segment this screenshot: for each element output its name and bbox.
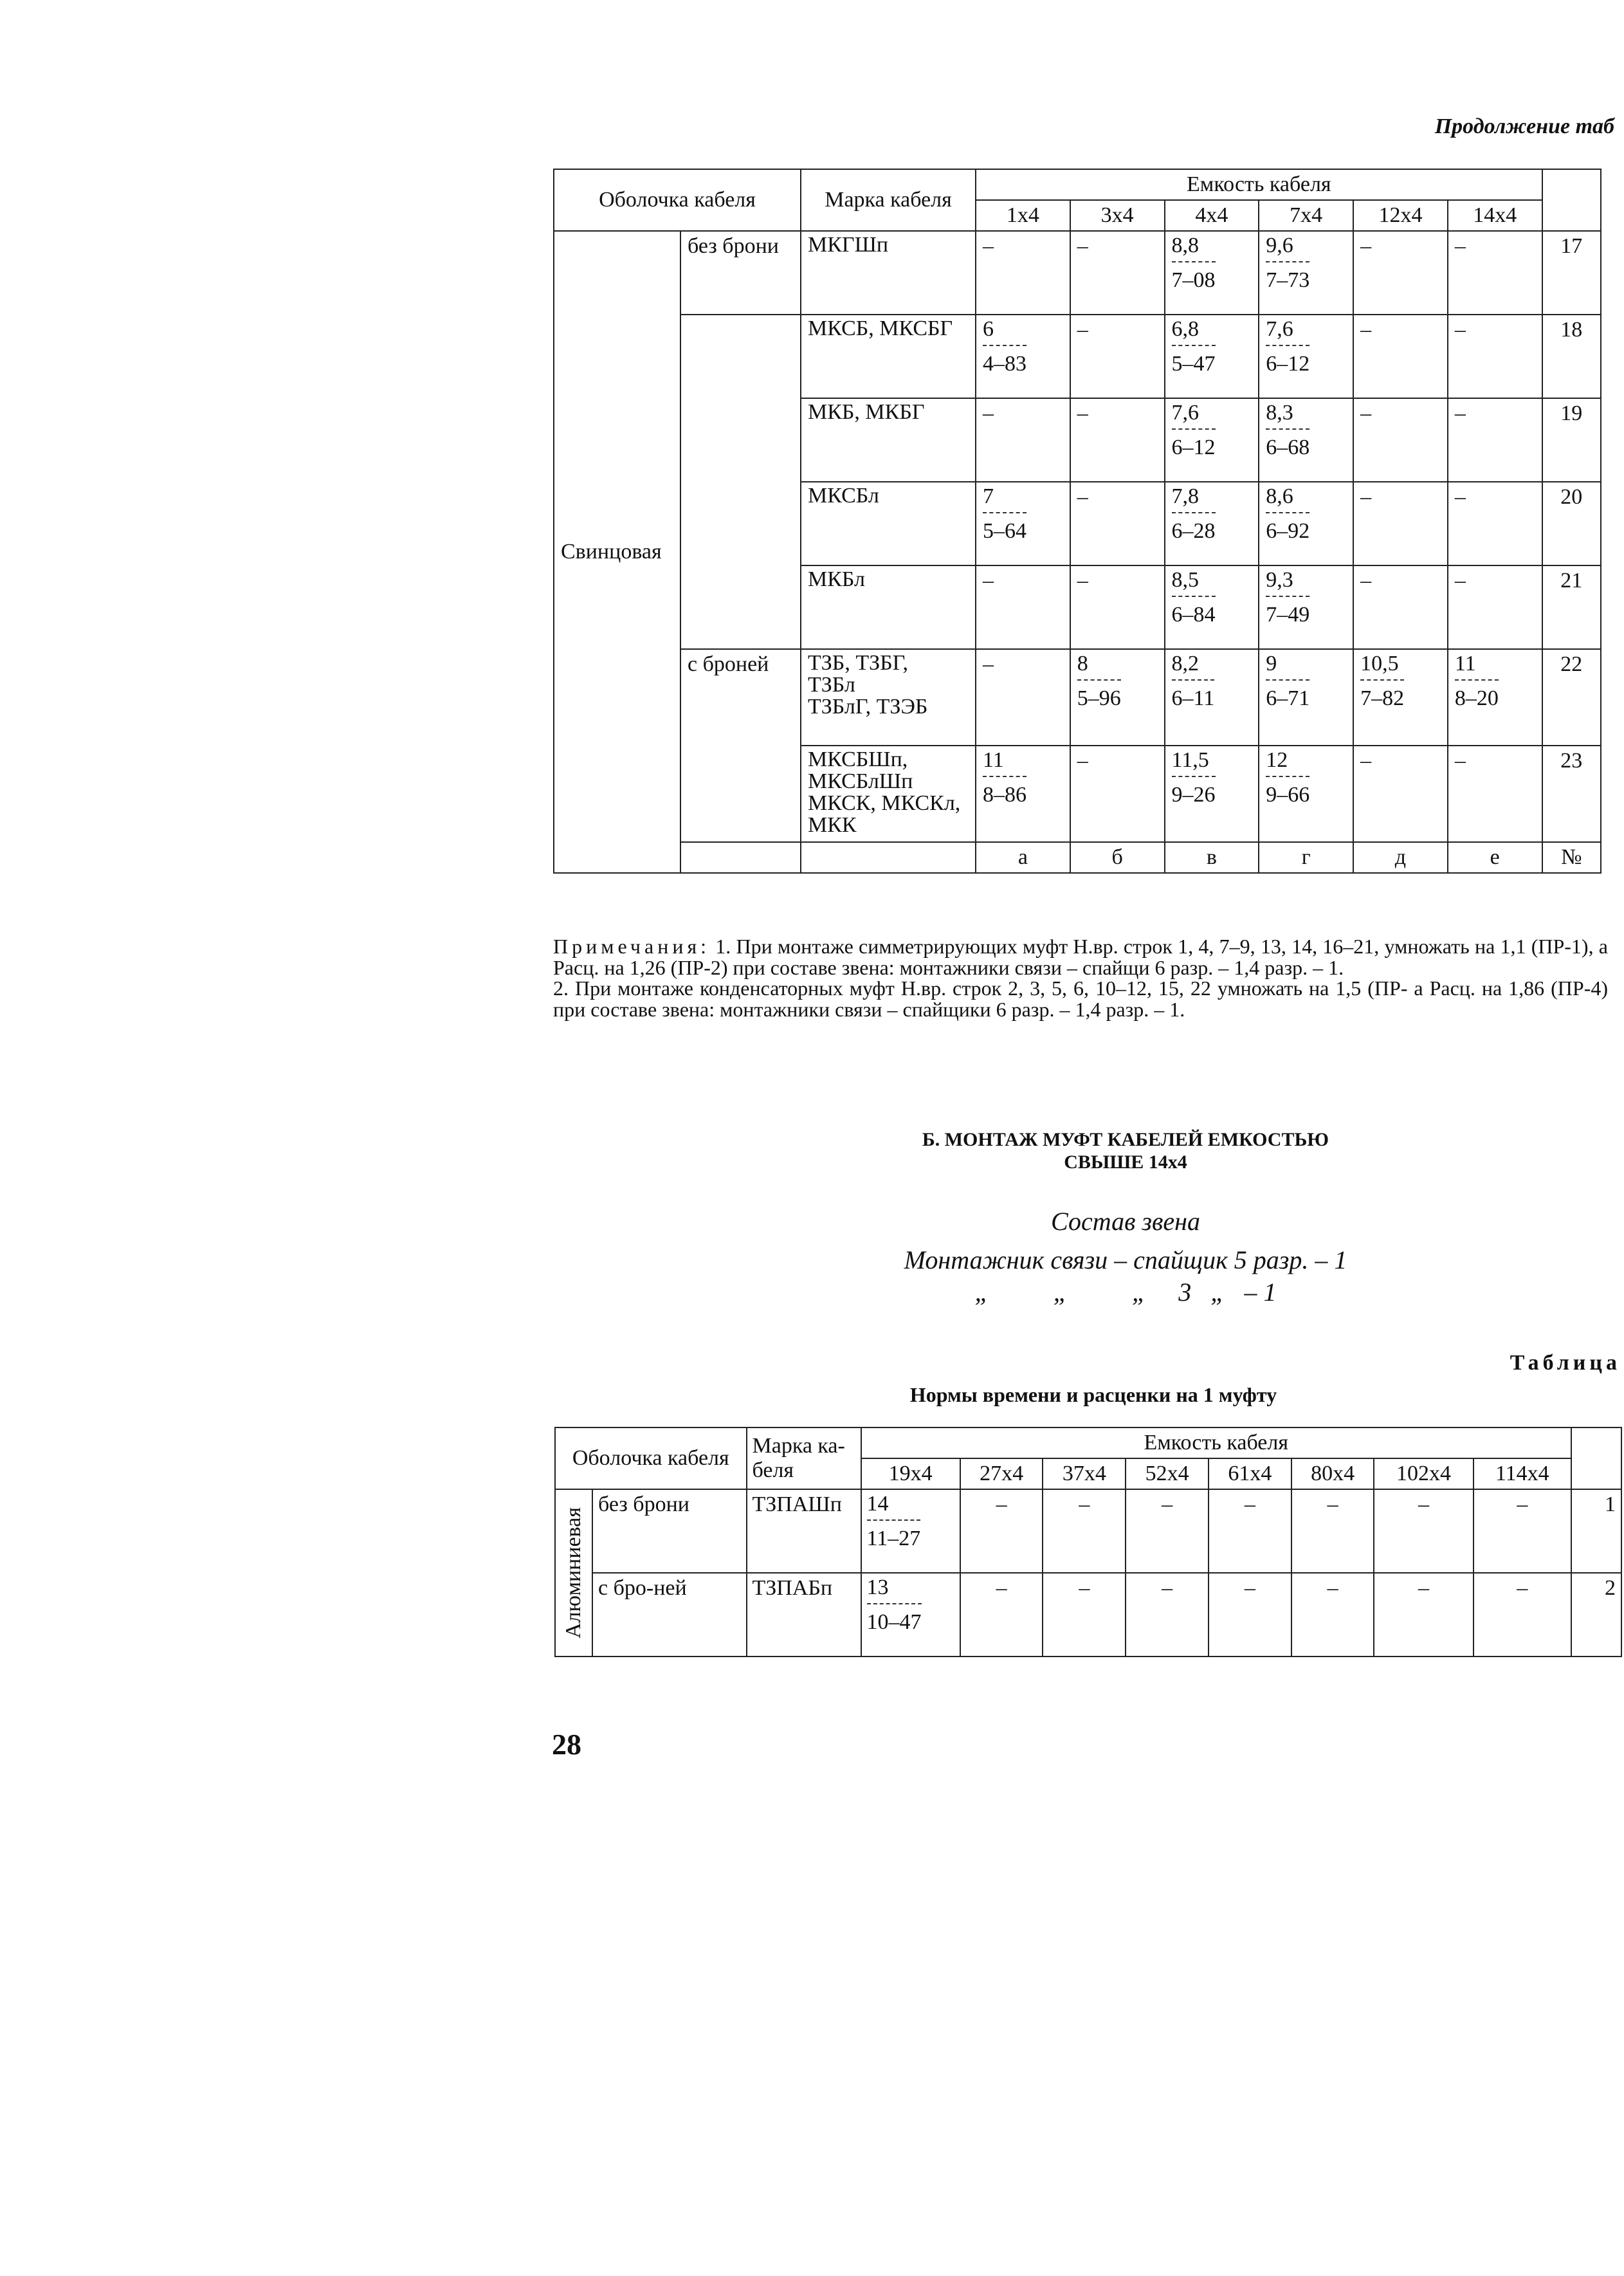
brand-cell: ТЗБ, ТЗБГ, ТЗБл ТЗБлГ, ТЗЭБ xyxy=(801,649,976,746)
fraction xyxy=(867,1576,922,1633)
time-norm: 8,5 xyxy=(1172,569,1216,597)
rate: 11–27 xyxy=(866,1526,921,1550)
rate: 8–20 xyxy=(1454,686,1499,710)
cell-value: – xyxy=(1360,485,1372,509)
value-cell: – xyxy=(1473,1573,1571,1657)
fraction xyxy=(1266,569,1309,626)
note-1: 1. При монтаже симметрирующих муфт Н.вр. строк 1, 4, 7–9, 13, 14, 16–21, умножать на 1,1 (ПР-1), а Расц. на 1,26 (ПР-2) при составе звена: монтажники связи – спайщи 6 разр. – 1,4 разр. – 1. xyxy=(553,935,1609,979)
time-norm: 13 xyxy=(867,1576,922,1604)
value-cell xyxy=(1259,482,1353,565)
continuation-title: Продолжение таб xyxy=(1434,115,1614,138)
value-cell: – xyxy=(1043,1489,1126,1573)
value-cell: – xyxy=(960,1573,1043,1657)
value-cell xyxy=(1353,649,1448,746)
cell-value: – xyxy=(1454,749,1466,773)
fraction xyxy=(1266,749,1309,806)
rate: 7–82 xyxy=(1360,686,1405,710)
value-cell xyxy=(1353,565,1448,649)
time-norm: 8 xyxy=(1077,652,1121,681)
fraction xyxy=(1360,652,1404,710)
fraction xyxy=(983,485,1026,542)
time-norm: 12 xyxy=(1266,749,1309,777)
header-capacity: Емкость кабеля xyxy=(976,169,1542,200)
value-cell xyxy=(976,649,1070,746)
header-cap-0: 19x4 xyxy=(861,1458,960,1489)
notes-label: Примечания: xyxy=(553,935,711,958)
cable-sleeve-table-a xyxy=(553,169,1601,874)
value-cell xyxy=(1353,231,1448,315)
column-letter: е xyxy=(1448,842,1542,873)
time-norm: 11 xyxy=(983,749,1026,777)
time-norm: 9 xyxy=(1266,652,1309,681)
cell-value: – xyxy=(983,652,994,676)
number-sign: № xyxy=(1542,842,1601,873)
cell-value: – xyxy=(1077,401,1088,425)
value-cell xyxy=(1448,482,1542,565)
fraction xyxy=(1172,749,1216,806)
cell-value: – xyxy=(1360,569,1372,592)
value-cell: – xyxy=(1291,1573,1374,1657)
crew-line-2: „ „ „ 3 „ – 1 xyxy=(974,1278,1277,1307)
value-cell xyxy=(1165,746,1259,842)
value-cell xyxy=(861,1489,960,1573)
note-2: 2. При монтаже конденсаторных муфт Н.вр. строк 2, 3, 5, 6, 10–12, 15, 22 умножать на 1,5 (ПР- а Расц. на 1,86 (ПР-4) при составе звена: монтажники связи – спайщики 6 разр. – 1,4 разр. – 1. xyxy=(553,977,1608,1021)
row-number: 17 xyxy=(1542,231,1601,315)
value-cell: – xyxy=(1473,1489,1571,1573)
value-cell xyxy=(1259,315,1353,398)
armor-cell: без брони xyxy=(592,1489,747,1573)
cell-value: – xyxy=(983,401,994,425)
cell-value: – xyxy=(1360,234,1372,258)
value-cell xyxy=(976,482,1070,565)
column-letter: б xyxy=(1070,842,1165,873)
value-cell xyxy=(1259,398,1353,482)
header-cap-0: 1x4 xyxy=(976,200,1070,231)
rate: 8–86 xyxy=(983,782,1026,807)
rate: 10–47 xyxy=(866,1610,922,1634)
cell-value: – xyxy=(983,569,994,592)
header-rownum xyxy=(1571,1427,1621,1489)
time-norm: 11,5 xyxy=(1172,749,1216,777)
value-cell xyxy=(1070,231,1165,315)
armor-cell: с броней xyxy=(680,649,801,842)
time-norm: 6 xyxy=(983,318,1026,346)
fraction xyxy=(1455,652,1499,710)
cell-value: – xyxy=(1077,749,1088,773)
crew-title: Состав звена xyxy=(1050,1207,1200,1236)
value-cell xyxy=(1165,315,1259,398)
header-cap-4: 61x4 xyxy=(1209,1458,1291,1489)
rate: 7–49 xyxy=(1266,602,1310,627)
value-cell xyxy=(1448,565,1542,649)
fraction xyxy=(1172,569,1216,626)
brand-cell: МКСБл xyxy=(801,482,976,565)
rate: 6–28 xyxy=(1171,519,1216,543)
cell-value: – xyxy=(1454,485,1466,509)
value-cell xyxy=(1165,398,1259,482)
row-number: 19 xyxy=(1542,398,1601,482)
value-cell xyxy=(1070,398,1165,482)
value-cell xyxy=(1353,398,1448,482)
value-cell xyxy=(976,315,1070,398)
value-cell xyxy=(1448,231,1542,315)
sheath-name: Алюминиевая xyxy=(561,1507,585,1638)
value-cell xyxy=(976,565,1070,649)
header-cap-1: 3x4 xyxy=(1070,200,1165,231)
value-cell xyxy=(1259,649,1353,746)
table-caption: Нормы времени и расценки на 1 муфту xyxy=(909,1383,1277,1406)
rate: 6–11 xyxy=(1171,686,1215,710)
value-cell xyxy=(1259,746,1353,842)
row-number: 20 xyxy=(1542,482,1601,565)
value-cell: – xyxy=(1209,1573,1291,1657)
page-number: 28 xyxy=(552,1728,581,1761)
rate: 6–84 xyxy=(1171,602,1216,627)
empty-cell xyxy=(801,842,976,873)
section-title-line-2: СВЫШЕ 14x4 xyxy=(1064,1151,1187,1173)
cell-value: – xyxy=(1077,485,1088,509)
value-cell xyxy=(1259,231,1353,315)
rate: 5–47 xyxy=(1171,351,1216,376)
rate: 6–71 xyxy=(1266,686,1310,710)
brand-cell: МКБл xyxy=(801,565,976,649)
value-cell: – xyxy=(1374,1489,1473,1573)
fraction xyxy=(1077,652,1121,710)
time-norm: 9,3 xyxy=(1266,569,1309,597)
value-cell xyxy=(1448,315,1542,398)
header-cap-6: 102x4 xyxy=(1374,1458,1473,1489)
cell-value: – xyxy=(1454,569,1466,592)
cell-value: – xyxy=(1077,318,1088,342)
value-cell xyxy=(1070,315,1165,398)
value-cell: – xyxy=(960,1489,1043,1573)
value-cell: – xyxy=(1126,1573,1209,1657)
column-letter: а xyxy=(976,842,1070,873)
fraction xyxy=(983,749,1026,806)
header-cap-4: 12x4 xyxy=(1353,200,1448,231)
value-cell: – xyxy=(1126,1489,1209,1573)
rate: 6–92 xyxy=(1266,519,1310,543)
cell-value: – xyxy=(1077,234,1088,258)
header-cap-3: 7x4 xyxy=(1259,200,1353,231)
header-sheath: Оболочка кабеля xyxy=(555,1427,747,1489)
fraction xyxy=(1172,318,1216,375)
header-sheath: Оболочка кабеля xyxy=(554,169,801,231)
cell-value: – xyxy=(1077,569,1088,592)
section-title-line-1: Б. МОНТАЖ МУФТ КАБЕЛЕЙ ЕМКОСТЬЮ xyxy=(922,1129,1329,1150)
table-label: Таблица xyxy=(1510,1351,1621,1375)
value-cell xyxy=(976,398,1070,482)
header-cap-3: 52x4 xyxy=(1126,1458,1209,1489)
table-row xyxy=(555,1573,1621,1657)
value-cell xyxy=(1070,482,1165,565)
time-norm: 6,8 xyxy=(1172,318,1216,346)
brand-cell: МКСБШп, МКСБлШп МКСК, МКСКл, МКК xyxy=(801,746,976,842)
row-number: 2 xyxy=(1571,1573,1621,1657)
column-letter: г xyxy=(1259,842,1353,873)
time-norm: 8,3 xyxy=(1266,401,1309,430)
value-cell xyxy=(1165,649,1259,746)
notes xyxy=(553,936,1608,1020)
table-row xyxy=(554,315,1601,398)
table-row xyxy=(554,649,1601,746)
section-title xyxy=(707,1129,1544,1173)
header-cap-5: 80x4 xyxy=(1291,1458,1374,1489)
cell-value: – xyxy=(1454,318,1466,342)
time-norm: 9,6 xyxy=(1266,234,1309,262)
rate: 7–73 xyxy=(1266,268,1310,292)
header-capacity: Емкость кабеля xyxy=(861,1427,1572,1458)
header-cap-5: 14x4 xyxy=(1448,200,1542,231)
table-row xyxy=(554,231,1601,315)
time-norm: 7,6 xyxy=(1172,401,1216,430)
cell-value: – xyxy=(1360,749,1372,773)
value-cell: – xyxy=(1291,1489,1374,1573)
value-cell xyxy=(1448,398,1542,482)
rate: 6–12 xyxy=(1171,435,1216,459)
header-brand: Марка ка-беля xyxy=(747,1427,861,1489)
time-norm: 10,5 xyxy=(1360,652,1404,681)
rate: 5–64 xyxy=(983,519,1026,543)
row-number: 23 xyxy=(1542,746,1601,842)
value-cell: – xyxy=(1043,1573,1126,1657)
time-norm: 7 xyxy=(983,485,1026,513)
value-cell xyxy=(976,231,1070,315)
fraction xyxy=(867,1492,921,1550)
value-cell: – xyxy=(1374,1573,1473,1657)
row-number: 18 xyxy=(1542,315,1601,398)
header-brand: Марка кабеля xyxy=(801,169,976,231)
column-letter: в xyxy=(1165,842,1259,873)
cable-sleeve-table-b xyxy=(554,1427,1622,1657)
fraction xyxy=(983,318,1026,375)
rate: 9–26 xyxy=(1171,782,1216,807)
fraction xyxy=(1172,234,1216,291)
header-rownum xyxy=(1542,169,1601,231)
row-number: 21 xyxy=(1542,565,1601,649)
time-norm: 11 xyxy=(1455,652,1499,681)
cell-value: – xyxy=(1360,318,1372,342)
rate: 6–12 xyxy=(1266,351,1310,376)
time-norm: 14 xyxy=(867,1492,921,1521)
brand-cell: ТЗПАШп xyxy=(747,1489,861,1573)
value-cell: – xyxy=(1209,1489,1291,1573)
brand-cell: МКСБ, МКСБГ xyxy=(801,315,976,398)
value-cell xyxy=(1259,565,1353,649)
empty-cell xyxy=(680,842,801,873)
value-cell xyxy=(1353,482,1448,565)
rate: 4–83 xyxy=(983,351,1026,376)
sheath-cell xyxy=(555,1489,592,1657)
value-cell xyxy=(976,746,1070,842)
time-norm: 7,6 xyxy=(1266,318,1309,346)
time-norm: 8,6 xyxy=(1266,485,1309,513)
value-cell xyxy=(1070,649,1165,746)
value-cell xyxy=(1448,649,1542,746)
armor-cell xyxy=(680,315,801,649)
armor-cell: без брони xyxy=(680,231,801,315)
value-cell xyxy=(861,1573,960,1657)
value-cell xyxy=(1448,746,1542,842)
rate: 9–66 xyxy=(1266,782,1310,807)
crew-line-1: Монтажник связи – спайщик 5 разр. – 1 xyxy=(904,1245,1347,1274)
header-cap-1: 27x4 xyxy=(960,1458,1043,1489)
value-cell xyxy=(1165,565,1259,649)
cell-value: – xyxy=(1454,234,1466,258)
time-norm: 7,8 xyxy=(1172,485,1216,513)
cell-value: – xyxy=(983,234,994,258)
rate: 7–08 xyxy=(1171,268,1216,292)
header-cap-7: 114x4 xyxy=(1473,1458,1571,1489)
time-norm: 8,2 xyxy=(1172,652,1215,681)
rate: 5–96 xyxy=(1077,686,1121,710)
armor-cell: с бро-ней xyxy=(592,1573,747,1657)
column-letter: д xyxy=(1353,842,1448,873)
cell-value: – xyxy=(1454,401,1466,425)
time-norm: 8,8 xyxy=(1172,234,1216,262)
fraction xyxy=(1172,652,1215,710)
row-number: 22 xyxy=(1542,649,1601,746)
table-row xyxy=(555,1489,1621,1573)
value-cell xyxy=(1070,746,1165,842)
brand-cell: МКБ, МКБГ xyxy=(801,398,976,482)
sheath-cell: Свинцовая xyxy=(554,231,680,873)
fraction xyxy=(1266,318,1309,375)
fraction xyxy=(1266,485,1309,542)
value-cell xyxy=(1165,231,1259,315)
letters-row xyxy=(554,842,1601,873)
brand-cell: ТЗПАБп xyxy=(747,1573,861,1657)
header-cap-2: 4x4 xyxy=(1165,200,1259,231)
fraction xyxy=(1172,401,1216,459)
cell-value: – xyxy=(1360,401,1372,425)
row-number: 1 xyxy=(1571,1489,1621,1573)
brand-cell: МКГШп xyxy=(801,231,976,315)
value-cell xyxy=(1070,565,1165,649)
fraction xyxy=(1266,234,1309,291)
value-cell xyxy=(1353,746,1448,842)
fraction xyxy=(1266,652,1309,710)
header-cap-2: 37x4 xyxy=(1043,1458,1126,1489)
rate: 6–68 xyxy=(1266,435,1310,459)
value-cell xyxy=(1165,482,1259,565)
fraction xyxy=(1266,401,1309,459)
value-cell xyxy=(1353,315,1448,398)
fraction xyxy=(1172,485,1216,542)
